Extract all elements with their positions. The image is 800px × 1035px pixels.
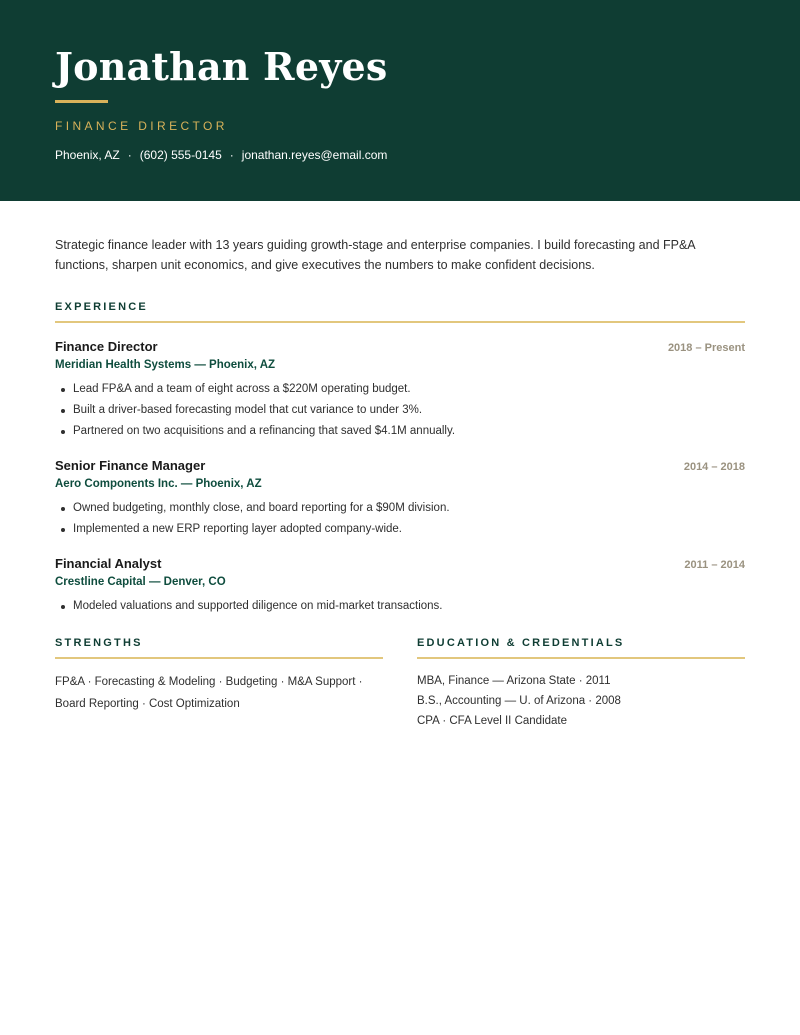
job-role: Financial Analyst (55, 556, 162, 571)
job-bullet: Owned budgeting, monthly close, and board reporting for a $90M division. (55, 498, 745, 519)
job-bullets (55, 379, 745, 442)
job-bullet: Modeled valuations and supported diligence on mid-market transactions. (55, 596, 745, 617)
job-title: FINANCE DIRECTOR (55, 119, 228, 133)
contact-phone: (602) 555-0145 (139, 148, 222, 162)
job-entry (55, 556, 745, 617)
strengths-heading: STRENGTHS (55, 637, 143, 649)
contact-separator: · (127, 148, 132, 162)
job-entry (55, 458, 745, 540)
section-divider (55, 321, 745, 323)
name-underline (55, 100, 108, 103)
job-dates: 2014 – 2018 (683, 461, 745, 473)
job-role: Senior Finance Manager (55, 458, 206, 473)
education-heading: EDUCATION & CREDENTIALS (417, 637, 625, 649)
job-bullet: Partnered on two acquisitions and a refinancing that saved $4.1M annually. (55, 421, 745, 442)
job-bullets (55, 498, 745, 540)
experience-section (55, 301, 745, 617)
education-list (417, 671, 745, 731)
job-role: Finance Director (55, 339, 158, 354)
contact-email: jonathan.reyes@email.com (241, 148, 388, 162)
job-bullet: Built a driver-based forecasting model that cut variance to under 3%. (55, 400, 745, 421)
education-section (417, 637, 745, 731)
job-header (55, 458, 745, 473)
job-bullet: Lead FP&A and a team of eight across a $220M operating budget. (55, 379, 745, 400)
education-item: B.S., Accounting — U. of Arizona · 2008 (417, 695, 621, 707)
contact-line (55, 148, 745, 162)
contact-separator: · (229, 148, 234, 162)
education-item: MBA, Finance — Arizona State · 2011 (417, 675, 611, 687)
experience-heading: EXPERIENCE (55, 301, 148, 313)
contact-location: Phoenix, AZ (55, 148, 120, 162)
job-bullets (55, 596, 745, 617)
resume-header (0, 0, 800, 201)
resume-body (0, 235, 800, 731)
job-dates: 2018 – Present (667, 342, 745, 354)
summary-paragraph: Strategic finance leader with 13 years guiding growth-stage and enterprise companies. I build forecasting and FP&A functions, sharpen unit economics, and give executives the numbers to make confident decisions. (55, 238, 695, 272)
candidate-name: Jonathan Reyes (55, 44, 388, 89)
job-header (55, 339, 745, 354)
job-organization: Crestline Capital — Denver, CO (55, 576, 226, 588)
job-header (55, 556, 745, 571)
education-item: CPA · CFA Level II Candidate (417, 715, 568, 727)
bottom-columns (55, 637, 745, 731)
section-divider (417, 657, 745, 659)
job-entry (55, 339, 745, 442)
section-divider (55, 657, 383, 659)
strengths-list: FP&A · Forecasting & Modeling · Budgeting · M&A Support · Board Reporting · Cost Optimization (55, 676, 363, 710)
strengths-section (55, 637, 383, 731)
job-bullet: Implemented a new ERP reporting layer adopted company-wide. (55, 519, 745, 540)
job-organization: Meridian Health Systems — Phoenix, AZ (55, 359, 276, 371)
job-dates: 2011 – 2014 (684, 559, 745, 571)
job-organization: Aero Components Inc. — Phoenix, AZ (55, 478, 262, 490)
